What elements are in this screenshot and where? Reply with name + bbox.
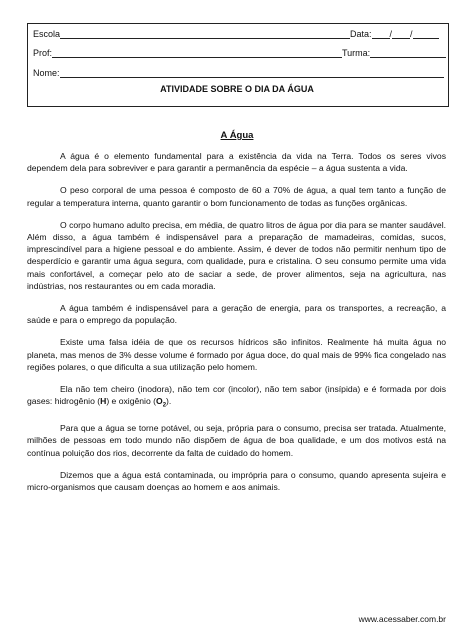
footer-website: www.acessaber.com.br bbox=[358, 614, 446, 624]
date-label: Data: bbox=[350, 29, 372, 39]
class-label: Turma: bbox=[342, 48, 371, 58]
formula-paragraph bbox=[27, 383, 446, 412]
paragraph: O peso corporal de uma pessoa é composto de 60 a 70% de água, a qual tem tanto a função de regular a temperatura interna, quanto garantir o bom funcionamento de todas as funções orgânicas. bbox=[27, 185, 446, 208]
paragraph: Dizemos que a água está contaminada, ou imprópria para o consumo, quando apresenta sujeira e micro-organismos que causam doenças ao homem e aos animais. bbox=[27, 469, 446, 492]
section-title: A Água bbox=[220, 130, 254, 141]
paragraph: A água também é indispensável para a geração de energia, para os transportes, a recreação, a saúde e para o emprego da população. bbox=[27, 303, 446, 326]
school-row bbox=[33, 29, 439, 39]
date-day-blank[interactable] bbox=[372, 29, 390, 39]
name-label: Nome: bbox=[33, 68, 60, 78]
oxygen-subscript: 2 bbox=[162, 402, 167, 409]
paragraph: A água é o elemento fundamental para a existência da vida na Terra. Todos os seres vivos dependem dela para sobreviver e para garantir a permanência da espécie – a água sustenta a vida. bbox=[27, 151, 446, 174]
formula-text-a: Ela não tem cheiro (inodora), não tem cor (incolor), não tem sabor (insípida) e é formada por dois gases: hidrogênio ( bbox=[27, 384, 446, 407]
date-sep-2: / bbox=[410, 29, 413, 39]
school-blank[interactable] bbox=[60, 29, 350, 39]
class-blank[interactable] bbox=[370, 48, 446, 58]
teacher-row bbox=[33, 48, 446, 58]
formula-text-c: ). bbox=[166, 396, 172, 407]
paragraph: O corpo humano adulto precisa, em média, de quatro litros de água por dia para se manter saudável. Além disso, a água também é indispensável para a preparação de mamadeiras, comidas, sucos, imprescindível para a higiene pessoal e do ambiente. Assim, é dever de todos não permitir nenhum tipo de desperdício e garantir uma água segura, com qualidade, pura e cristalina. O seu consumo permite uma vida mais confortável, a começar pelo ato de saciar a sede, de prover alimentos, seja na agricultura, nas indústrias, nos restaurantes ou em cada moradia. bbox=[27, 219, 446, 291]
teacher-label: Prof: bbox=[33, 48, 53, 58]
formula-text-b: ) e oxigênio ( bbox=[106, 396, 156, 407]
page-title: ATIVIDADE SOBRE O DIA DA ÁGUA bbox=[160, 84, 314, 94]
student-info-box bbox=[27, 23, 449, 107]
oxygen-symbol bbox=[156, 396, 167, 409]
paragraph: Para que a água se torne potável, ou seja, própria para o consumo, precisa ser tratada. Atualmente, milhões de pessoas em todo mundo não dispõem de água de boa qualidade, e um dos motivos está na contínua poluição dos rios, decorrente da falta de cuidado do homem. bbox=[27, 423, 446, 458]
school-label: Escola bbox=[33, 29, 61, 39]
date-month-blank[interactable] bbox=[389, 29, 410, 39]
name-blank[interactable] bbox=[60, 68, 444, 78]
paragraph: Existe uma falsa idéia de que os recursos hídricos são infinitos. Realmente há muita água no planeta, mas menos de 3% desse volume é formado por água doce, do qual mais de 99% fica congelado nas regiões polares, o que dificulta a sua utilização pelo homem. bbox=[27, 337, 446, 372]
date-sep-1: / bbox=[389, 29, 393, 39]
article-body bbox=[27, 150, 446, 503]
teacher-blank[interactable] bbox=[52, 48, 342, 58]
oxygen-letter: O bbox=[156, 396, 163, 407]
date-year-blank[interactable] bbox=[413, 29, 439, 39]
name-row bbox=[33, 68, 444, 78]
hydrogen-symbol: H bbox=[100, 396, 107, 407]
